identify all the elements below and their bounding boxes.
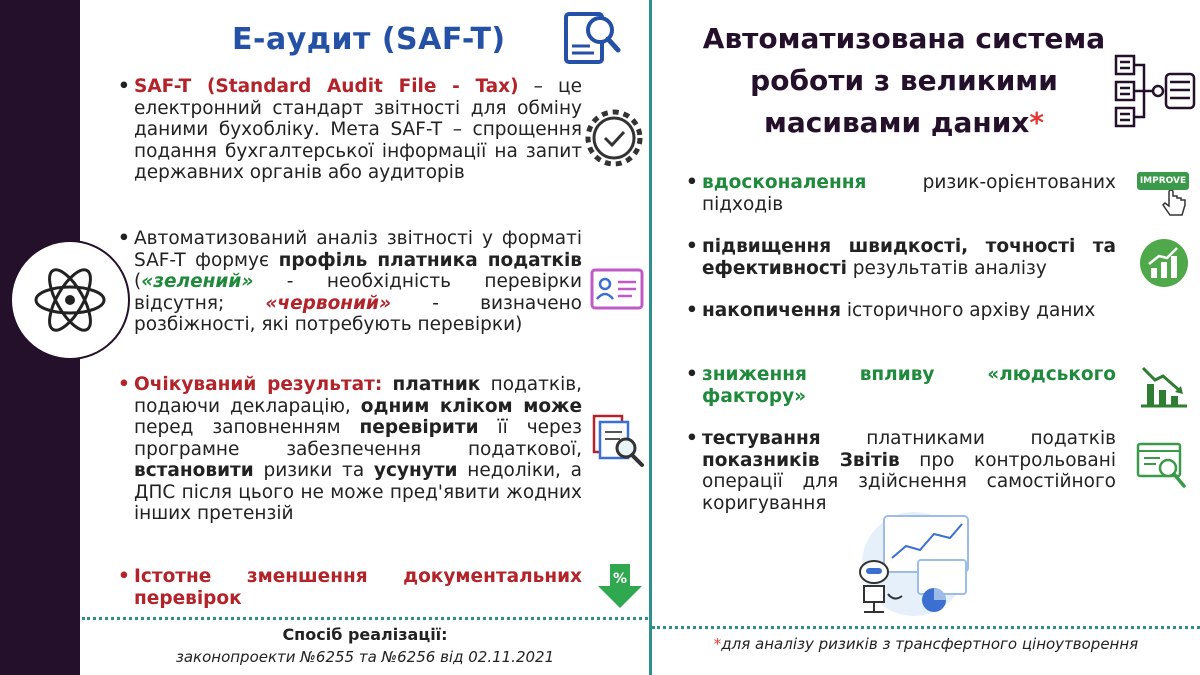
report-indicators-testing: • тестування платниками податків показників Звітів про контрольовані операції для здійснення самостійного коригування <box>702 428 1116 514</box>
automated-analysis: • Автоматизований аналіз звітності у форматі SAF-T формує профіль платника податків («зелений» - необхідність перевірки відсутня; «червоний» - визначено розбіжності, які потребують перевірки) <box>134 228 582 336</box>
right-title: Автоматизована система роботи з великими масивами даних* <box>702 22 1106 139</box>
saf-t-definition: • SAF-T (Standard Audit File - Tax) – це електронний стандарт звітності для обміну даними бухобліку. Мета SAF-T – спрощення подання бухгалтерської інформації на запит державних органів або аудиторів <box>134 76 582 184</box>
improve-button-icon: IMPROVE <box>1137 170 1191 218</box>
percent-down-arrow-icon <box>596 562 644 610</box>
implementation-text: законопроекти №6255 та №6256 від 02.11.2021 <box>175 648 555 666</box>
svg-text:%: % <box>612 571 628 587</box>
database-network-icon <box>1114 52 1196 132</box>
risk-approach-improvement: • вдосконалення ризик-орієнтованих підходів <box>702 172 1116 215</box>
footnote: *для аналізу ризиків з трансфертного ціноутворення <box>713 635 1139 653</box>
analytics-monitor-icon <box>1136 440 1188 490</box>
declining-chart-icon <box>1139 362 1189 410</box>
speed-accuracy-efficiency: • підвищення швидкості, точності та ефективності результатів аналізу <box>702 236 1116 279</box>
left-panel <box>82 0 648 675</box>
robot-dashboard-illustration <box>854 510 984 620</box>
human-factor-reduction: • зниження впливу «людського фактору» <box>702 364 1116 407</box>
expected-result: • Очікуваний результат: платник податків, подаючи декларацію, одним кліком може перед заповненням перевірити її через програмне забезпечення податкової, встановити ризики та усунути недоліки, а ДПС після цього не може пред'явити жодних інших претензій <box>134 374 582 525</box>
document-search-icon <box>560 8 624 68</box>
historical-archive: • накопичення історичного архіву даних <box>702 300 1116 322</box>
growth-chart-icon <box>1139 238 1189 288</box>
right-dotted-separator <box>652 626 1200 629</box>
reduction-of-audits: • Істотне зменшення документальних перевірок <box>134 566 582 609</box>
documents-magnifier-icon <box>590 412 646 468</box>
left-title: Е-аудит (SAF-T) <box>232 22 506 57</box>
implementation-title: Спосіб реалізації: <box>282 625 448 644</box>
right-panel <box>652 0 1200 675</box>
gear-check-icon <box>584 108 644 168</box>
left-dotted-separator <box>82 617 648 620</box>
saf-t-term: SAF-T (Standard Audit File - Tax) <box>134 76 519 97</box>
profile-card-icon <box>590 268 644 310</box>
